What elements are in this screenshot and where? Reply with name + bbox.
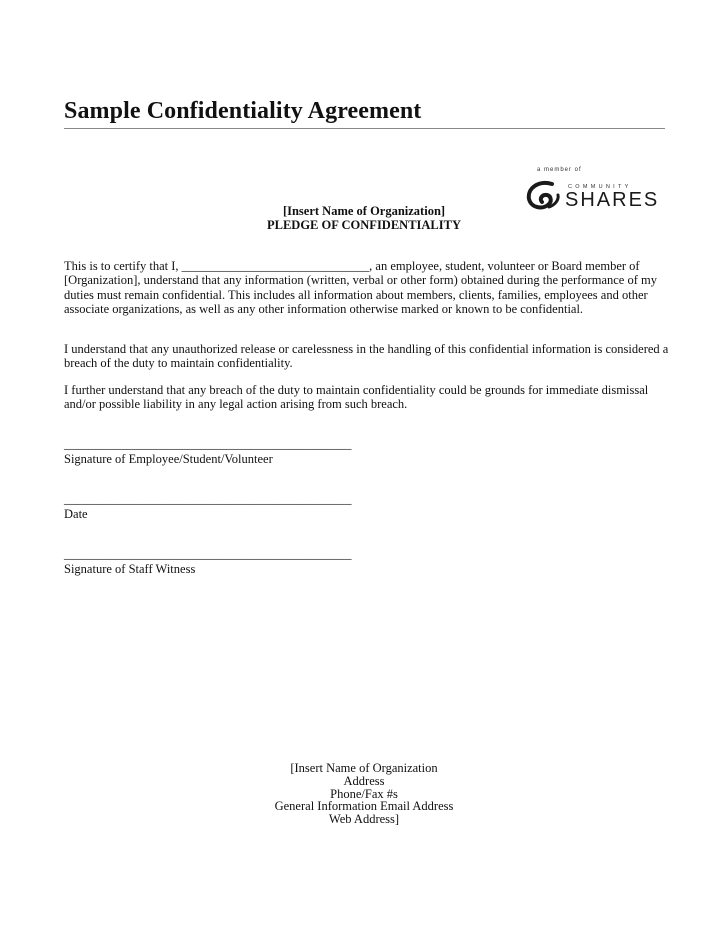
footer-org-name: [Insert Name of Organization — [290, 761, 438, 775]
unauthorized-release-paragraph: I understand that any unauthorized release or carelessness in the handling of this confidential information is considered a breach of the duty to maintain confidentiality. — [64, 342, 669, 371]
document-title: Sample Confidentiality Agreement — [64, 98, 422, 124]
witness-signature-line: ______________________________________________ — [64, 547, 352, 561]
organization-contact-footer — [0, 762, 728, 826]
footer-address: Address — [343, 773, 385, 788]
witness-signature-label: Signature of Staff Witness — [64, 562, 196, 576]
employee-signature-line: ______________________________________________ — [64, 437, 352, 451]
logo-community-text: COMMUNITY — [568, 184, 632, 190]
title-underline — [64, 128, 665, 129]
footer-email: General Information Email Address — [274, 799, 454, 814]
organization-name-heading: [Insert Name of Organization] — [282, 204, 446, 218]
date-line: ______________________________________________ — [64, 492, 352, 506]
logo-shares-text: SHARES — [565, 189, 660, 211]
certification-paragraph: This is to certify that I, ______________________________, an employee, student, volunteer or Board member of [Organization], understand that any information (written, verbal or other form) obtained during the performance of my duties must remain confidential. This includes all information about members, clients, families, employees and other associate organizations, as well as any other information otherwise marked or known to be confidential. — [64, 259, 657, 317]
breach-paragraph: I further understand that any breach of the duty to maintain confidentiality could be grounds for immediate dismissal and/or possible liability in any legal action arising from such breach. — [64, 383, 649, 412]
employee-signature-label: Signature of Employee/Student/Volunteer — [64, 452, 273, 466]
footer-web-address: Web Address] — [328, 812, 400, 827]
footer-phone-fax: Phone/Fax #s — [330, 786, 398, 801]
date-label: Date — [64, 507, 88, 521]
logo-member-text: a member of — [537, 167, 582, 173]
pledge-title: PLEDGE OF CONFIDENTIALITY — [266, 218, 461, 232]
